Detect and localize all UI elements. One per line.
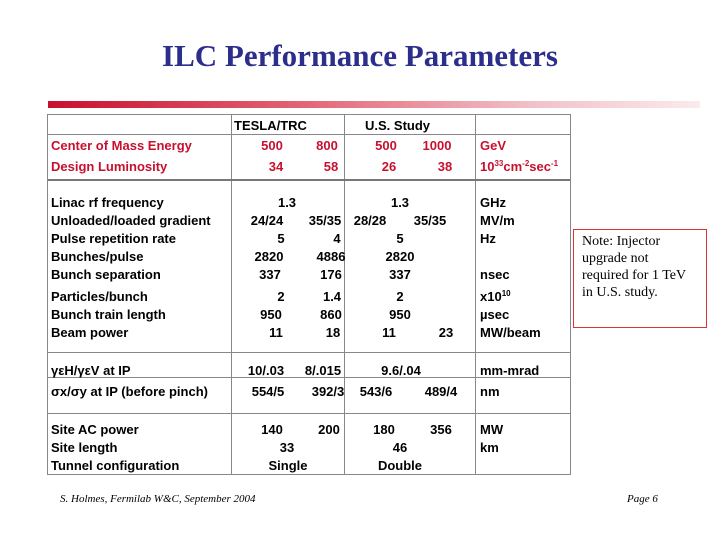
cell-train-length-us: 950 <box>389 307 411 322</box>
row-divider <box>48 179 570 181</box>
row-label-beam-power: Beam power <box>51 325 129 340</box>
footer-attribution: S. Holmes, Fermilab W&C, September 2004 <box>60 493 256 505</box>
cell-linac-rf-tesla: 1.3 <box>277 195 297 210</box>
cell-site-length-tesla: 33 <box>279 440 295 455</box>
row-label-rep-rate: Pulse repetition rate <box>51 231 176 246</box>
unit-gradient: MV/m <box>480 213 515 228</box>
unit-particles: $x10^{10}$ <box>480 289 511 304</box>
row-label-site-length: Site length <box>51 440 118 455</box>
row-label-ac-power: Site AC power <box>51 422 139 437</box>
unit-beam-size: nm <box>480 384 500 399</box>
cell-beam-power-us-1000: 23 <box>438 325 454 340</box>
row-label-bunches: Bunches/pulse <box>51 249 144 264</box>
row-label-linac-rf: Linac rf frequency <box>51 195 164 210</box>
cell-rep-rate-us: 5 <box>396 231 404 246</box>
row-divider <box>48 352 570 353</box>
column-divider <box>475 115 476 474</box>
cell-bunch-sep-us: 337 <box>389 267 411 282</box>
cell-linac-rf-us: 1.3 <box>390 195 410 210</box>
row-label-luminosity: Design Luminosity <box>51 159 168 174</box>
cell-emittance-tesla-500: 10/.03 <box>247 363 285 378</box>
unit-bunch-sep: nsec <box>480 267 510 282</box>
unit-ac-power: MW <box>480 422 504 437</box>
cell-luminosity-us-1000: 38 <box>437 159 453 174</box>
cell-cm-energy-tesla-800: 800 <box>316 138 338 153</box>
cell-rep-rate-tesla-500: 5 <box>277 231 285 246</box>
row-label-cm-energy: Center of Mass Energy <box>51 138 192 153</box>
unit-emittance: mm-mrad <box>480 363 540 378</box>
cell-particles-tesla-500: 2 <box>277 289 285 304</box>
title-divider <box>48 101 700 108</box>
cell-train-length-tesla-800: 860 <box>320 307 342 322</box>
cell-ac-power-tesla-500: 140 <box>261 422 283 437</box>
page-number: Page 6 <box>627 493 658 505</box>
header-tesla: TESLA/TRC <box>234 118 307 133</box>
cell-gradient-us-1000: 35/35 <box>413 213 447 228</box>
unit-luminosity: $10^{33}cm^{-2}\sec^{-1}$ <box>480 159 559 174</box>
cell-beam-size-us-500: 543/6 <box>359 384 393 399</box>
unit-train-length: µsec <box>480 307 510 322</box>
cell-gradient-tesla-500: 24/24 <box>250 213 284 228</box>
column-divider <box>231 115 232 474</box>
cell-bunch-sep-tesla-800: 176 <box>320 267 342 282</box>
cell-ac-power-us-1000: 356 <box>430 422 452 437</box>
cell-gradient-us-500: 28/28 <box>353 213 387 228</box>
cell-rep-rate-tesla-800: 4 <box>333 231 341 246</box>
column-divider <box>344 115 345 474</box>
unit-cm-energy: GeV <box>480 138 507 153</box>
cell-cm-energy-us-1000: 1000 <box>422 138 452 153</box>
cell-cm-energy-us-500: 500 <box>375 138 397 153</box>
cell-bunches-us: 2820 <box>385 249 415 264</box>
unit-rep-rate: Hz <box>480 231 496 246</box>
cell-tunnel-tesla: Single <box>268 458 308 473</box>
injector-note: Note: Injector upgrade not required for 1 TeV in U.S. study. <box>573 229 707 328</box>
cell-cm-energy-tesla-500: 500 <box>261 138 283 153</box>
row-label-emittance: γεH/γεV at IP <box>51 363 131 378</box>
row-label-particles: Particles/bunch <box>51 289 148 304</box>
slide-title: ILC Performance Parameters <box>162 38 558 73</box>
row-label-tunnel: Tunnel configuration <box>51 458 180 473</box>
row-label-gradient: Unloaded/loaded gradient <box>51 213 211 228</box>
cell-gradient-tesla-800: 35/35 <box>308 213 342 228</box>
header-us-study: U.S. Study <box>365 118 431 133</box>
cell-luminosity-tesla-800: 58 <box>323 159 339 174</box>
row-divider <box>48 413 570 414</box>
cell-ac-power-us-500: 180 <box>373 422 395 437</box>
cell-particles-tesla-800: 1.4 <box>322 289 342 304</box>
row-label-beam-size: σx/σy at IP (before pinch) <box>51 384 208 399</box>
cell-beam-size-tesla-500: 554/5 <box>251 384 285 399</box>
row-label-train-length: Bunch train length <box>51 307 166 322</box>
cell-emittance-tesla-800: 8/.015 <box>304 363 342 378</box>
row-divider <box>48 134 570 135</box>
unit-site-length: km <box>480 440 499 455</box>
cell-emittance-us: 9.6/.04 <box>381 363 421 378</box>
cell-bunches-tesla-800: 4886 <box>316 249 346 264</box>
cell-luminosity-tesla-500: 34 <box>268 159 284 174</box>
cell-bunches-tesla-500: 2820 <box>254 249 284 264</box>
cell-tunnel-us: Double <box>377 458 423 473</box>
cell-beam-power-us-500: 11 <box>382 325 396 340</box>
cell-bunch-sep-tesla-500: 337 <box>259 267 281 282</box>
unit-beam-power: MW/beam <box>480 325 541 340</box>
cell-particles-us: 2 <box>396 289 404 304</box>
cell-beam-size-us-1000: 489/4 <box>424 384 458 399</box>
cell-beam-power-tesla-500: 11 <box>269 325 283 340</box>
cell-beam-power-tesla-800: 18 <box>325 325 341 340</box>
cell-beam-size-tesla-800: 392/3 <box>311 384 345 399</box>
cell-site-length-us: 46 <box>392 440 408 455</box>
cell-train-length-tesla-500: 950 <box>260 307 282 322</box>
cell-ac-power-tesla-800: 200 <box>318 422 340 437</box>
cell-luminosity-us-500: 26 <box>381 159 397 174</box>
unit-linac-rf: GHz <box>480 195 506 210</box>
row-label-bunch-sep: Bunch separation <box>51 267 161 282</box>
